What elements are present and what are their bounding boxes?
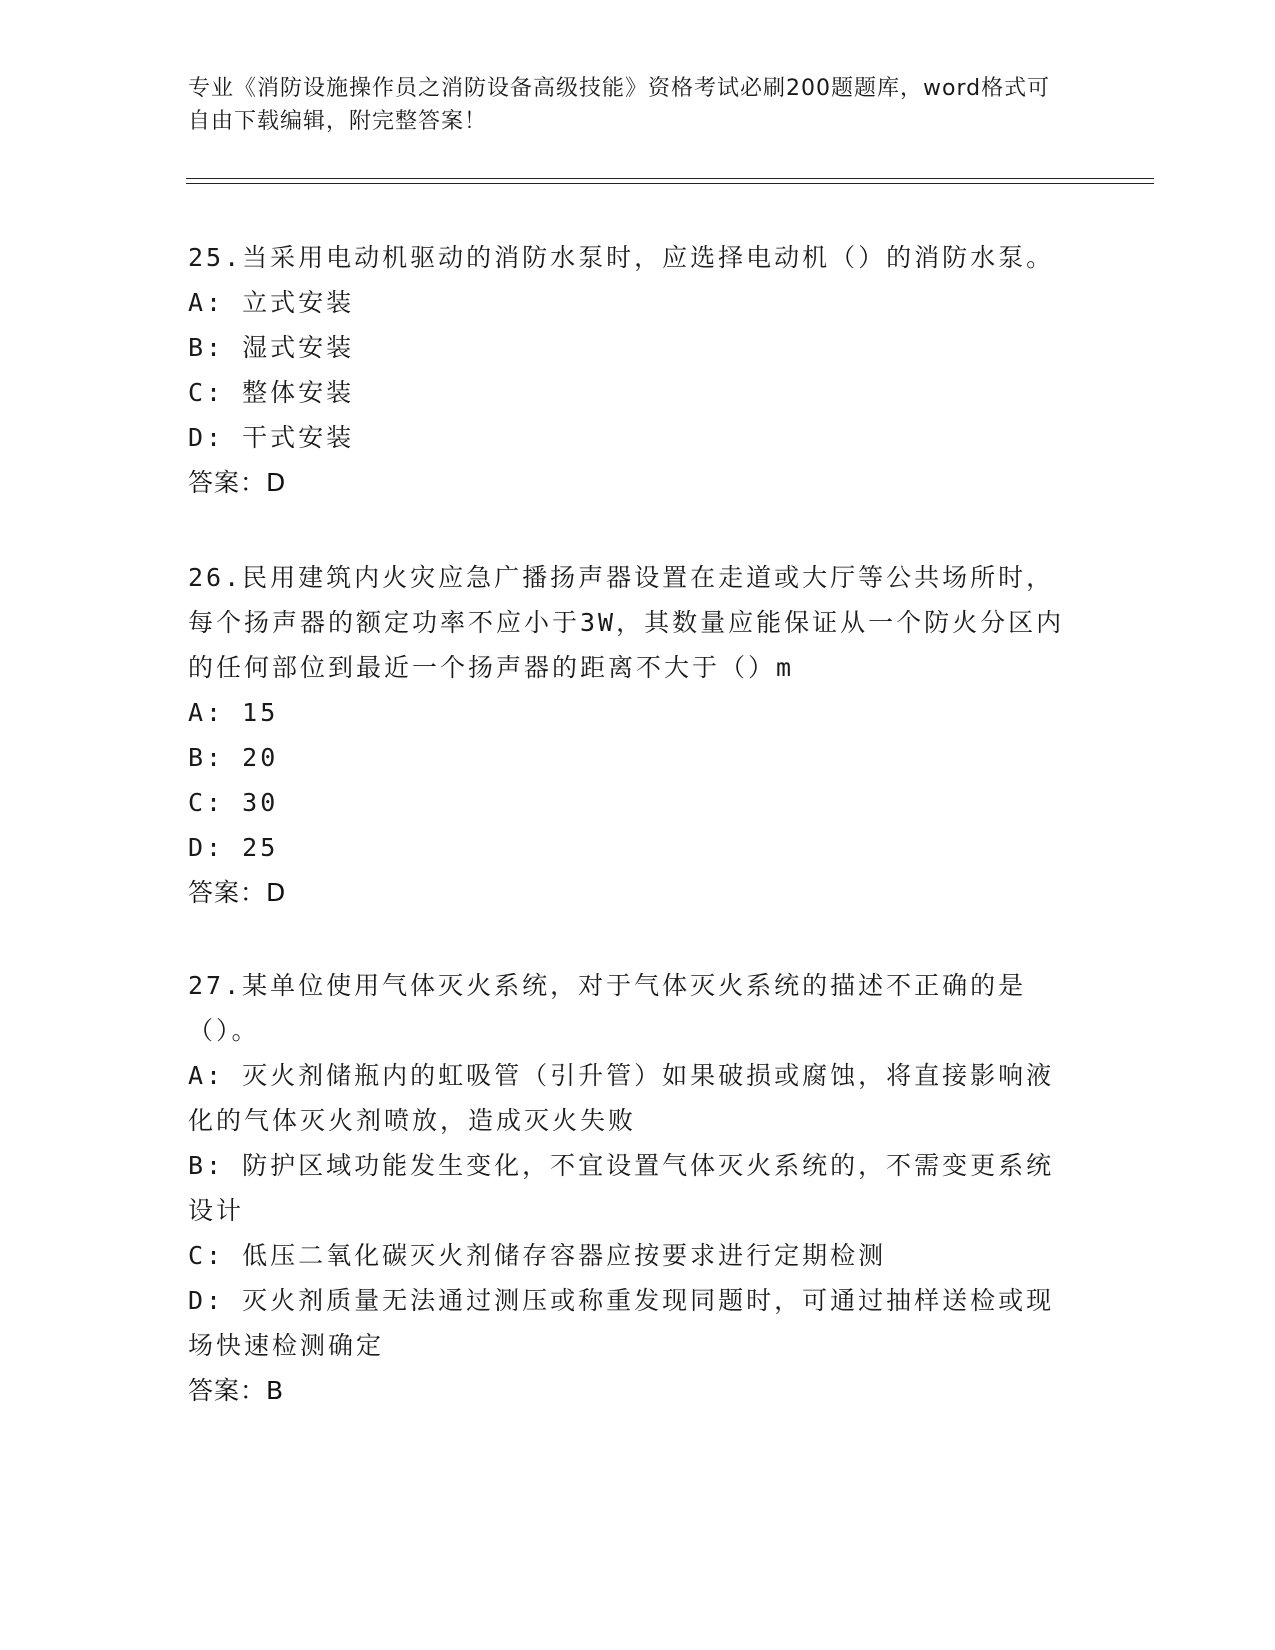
option-b: B: 湿式安装 (188, 333, 355, 362)
question-stem: 26.民用建筑内火灾应急广播扬声器设置在走道或大厅等公共场所时，每个扬声器的额定功率不应小于3W，其数量应能保证从一个防火分区内的任何部位到最近一个扬声器的距离不大于（）m (188, 563, 1065, 682)
option-d: D: 干式安装 (188, 423, 355, 452)
answer-line: 答案：D (188, 468, 287, 497)
question-stem: 27.某单位使用气体灭火系统，对于气体灭火系统的描述不正确的是（）。 (188, 971, 1027, 1045)
question-26 (188, 555, 1068, 915)
option-c: C: 30 (188, 788, 279, 817)
option-a: A: 灭火剂储瓶内的虹吸管（引升管）如果破损或腐蚀，将直接影响液化的气体灭火剂喷放，造成灭火失败 (188, 1061, 1055, 1135)
answer-line: 答案：D (188, 878, 287, 907)
document-header: 专业《消防设施操作员之消防设备高级技能》资格考试必刷200题题库，word格式可自由下载编辑，附完整答案！ (188, 76, 1051, 134)
question-25 (188, 235, 1068, 505)
header-divider-bottom (186, 183, 1154, 184)
option-c: C: 整体安装 (188, 378, 355, 407)
question-stem: 25.当采用电动机驱动的消防水泵时，应选择电动机（）的消防水泵。 (188, 243, 1055, 272)
option-a: A: 15 (188, 698, 279, 727)
option-d: D: 25 (188, 833, 279, 862)
answer-line: 答案：B (188, 1376, 285, 1405)
question-27 (188, 963, 1068, 1413)
option-a: A: 立式安装 (188, 288, 355, 317)
header-divider-top (186, 178, 1154, 179)
option-b: B: 防护区域功能发生变化，不宜设置气体灭火系统的，不需变更系统设计 (188, 1151, 1055, 1225)
option-c: C: 低压二氧化碳灭火剂储存容器应按要求进行定期检测 (188, 1241, 887, 1270)
option-b: B: 20 (188, 743, 279, 772)
option-d: D: 灭火剂质量无法通过测压或称重发现同题时，可通过抽样送检或现场快速检测确定 (188, 1286, 1055, 1360)
